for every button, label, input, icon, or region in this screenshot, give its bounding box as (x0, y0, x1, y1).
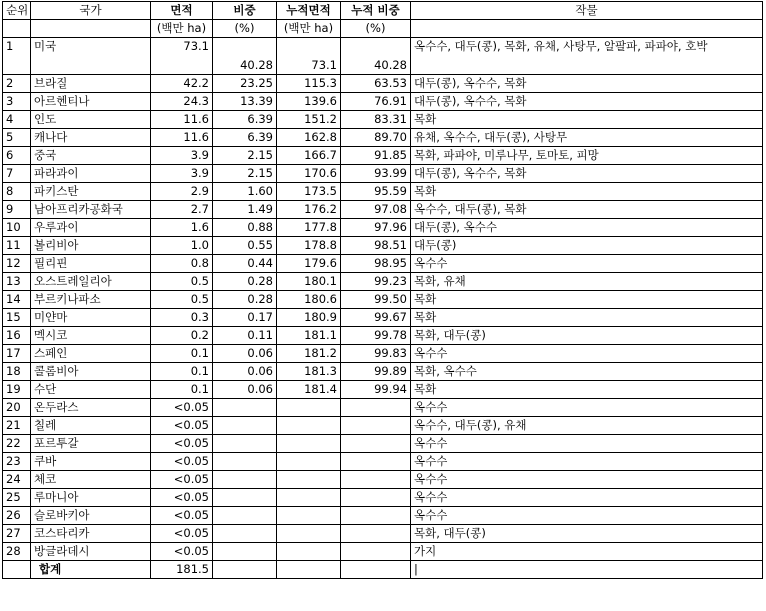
rank-cell: 9 (3, 201, 31, 219)
cum-area-cell (277, 453, 341, 471)
cum-share-cell: 99.83 (341, 345, 411, 363)
cum-area-cell: 115.3 (277, 75, 341, 93)
cum-area-cell (277, 471, 341, 489)
header-cum-share-unit: (%) (341, 20, 411, 38)
country-cell: 방글라데시 (31, 543, 151, 561)
share-cell (213, 399, 277, 417)
table-row (3, 201, 763, 219)
share-cell: 0.06 (213, 363, 277, 381)
header-crops: 작물 (411, 2, 763, 20)
cum-area-cell: 173.5 (277, 183, 341, 201)
share-cell (213, 453, 277, 471)
share-cell (213, 417, 277, 435)
area-cell: 3.9 (151, 147, 213, 165)
rank-cell: 5 (3, 129, 31, 147)
rank-cell: 16 (3, 327, 31, 345)
total-row (3, 561, 763, 579)
area-cell: 0.5 (151, 273, 213, 291)
share-cell: 0.28 (213, 273, 277, 291)
area-cell: 24.3 (151, 93, 213, 111)
area-cell: <0.05 (151, 507, 213, 525)
rank-cell: 1 (3, 38, 31, 75)
area-cell: <0.05 (151, 525, 213, 543)
header-country: 국가 (31, 2, 151, 20)
crops-cell: 목화 (411, 381, 763, 399)
table-row (3, 183, 763, 201)
country-cell: 오스트레일리아 (31, 273, 151, 291)
table-row (3, 327, 763, 345)
crops-cell: 목화, 파파야, 미루나무, 토마토, 피망 (411, 147, 763, 165)
area-cell: 1.0 (151, 237, 213, 255)
rank-cell: 6 (3, 147, 31, 165)
rank-cell: 13 (3, 273, 31, 291)
cum-share-cell: 99.78 (341, 327, 411, 345)
share-cell: 0.55 (213, 237, 277, 255)
total-crops-cell: | (411, 561, 763, 579)
crops-cell: 옥수수 (411, 471, 763, 489)
cum-share-cell: 98.95 (341, 255, 411, 273)
rank-cell: 17 (3, 345, 31, 363)
country-cell: 칠레 (31, 417, 151, 435)
crops-cell: 옥수수 (411, 435, 763, 453)
rank-cell: 7 (3, 165, 31, 183)
cum-share-cell (341, 399, 411, 417)
total-label: 합계 (31, 561, 151, 579)
table-row (3, 489, 763, 507)
area-cell: <0.05 (151, 399, 213, 417)
share-cell (213, 543, 277, 561)
rank-cell: 2 (3, 75, 31, 93)
crops-cell: 가지 (411, 543, 763, 561)
table-row (3, 345, 763, 363)
crops-cell: 유채, 옥수수, 대두(콩), 사탕무 (411, 129, 763, 147)
table-row (3, 93, 763, 111)
cum-area-cell (277, 525, 341, 543)
rank-cell: 24 (3, 471, 31, 489)
cum-share-cell: 98.51 (341, 237, 411, 255)
rank-cell: 20 (3, 399, 31, 417)
table-row (3, 453, 763, 471)
country-cell: 코스타리카 (31, 525, 151, 543)
country-cell: 캐나다 (31, 129, 151, 147)
crops-cell: 목화, 옥수수 (411, 363, 763, 381)
cum-share-cell: 99.89 (341, 363, 411, 381)
crops-cell: 옥수수, 대두(콩), 목화 (411, 201, 763, 219)
cum-share-cell (341, 471, 411, 489)
area-cell: 11.6 (151, 111, 213, 129)
cum-share-cell: 91.85 (341, 147, 411, 165)
rank-cell: 23 (3, 453, 31, 471)
cum-area-cell: 177.8 (277, 219, 341, 237)
header-cum-share: 누적 비중 (341, 2, 411, 20)
cum-area-cell: 166.7 (277, 147, 341, 165)
share-cell: 0.17 (213, 309, 277, 327)
country-cell: 파라과이 (31, 165, 151, 183)
share-cell: 0.06 (213, 381, 277, 399)
cum-area-cell: 73.1 (277, 38, 341, 75)
country-cell: 포르투갈 (31, 435, 151, 453)
cum-share-cell: 63.53 (341, 75, 411, 93)
cum-area-cell: 176.2 (277, 201, 341, 219)
crops-cell: 목화 (411, 183, 763, 201)
cum-share-cell: 97.96 (341, 219, 411, 237)
rank-cell: 4 (3, 111, 31, 129)
cum-share-cell: 99.50 (341, 291, 411, 309)
cum-share-cell: 40.28 (341, 38, 411, 75)
header-share-unit: (%) (213, 20, 277, 38)
area-cell: <0.05 (151, 543, 213, 561)
share-cell: 2.15 (213, 147, 277, 165)
area-cell: 0.2 (151, 327, 213, 345)
cum-share-cell (341, 417, 411, 435)
table-row (3, 543, 763, 561)
area-cell: 73.1 (151, 38, 213, 75)
gm-crop-area-table (2, 1, 763, 579)
table-row (3, 471, 763, 489)
share-cell: 23.25 (213, 75, 277, 93)
cum-area-cell: 181.4 (277, 381, 341, 399)
country-cell: 온두라스 (31, 399, 151, 417)
share-cell: 13.39 (213, 93, 277, 111)
cum-share-cell: 76.91 (341, 93, 411, 111)
cum-share-cell (341, 525, 411, 543)
cum-area-cell (277, 399, 341, 417)
rank-cell: 19 (3, 381, 31, 399)
table-row (3, 507, 763, 525)
area-cell: <0.05 (151, 471, 213, 489)
country-cell: 파키스탄 (31, 183, 151, 201)
rank-cell: 14 (3, 291, 31, 309)
header-cum-area: 누적면적 (277, 2, 341, 20)
country-cell: 미얀마 (31, 309, 151, 327)
area-cell: 3.9 (151, 165, 213, 183)
header-row (3, 2, 763, 20)
cum-share-cell (341, 489, 411, 507)
country-cell: 중국 (31, 147, 151, 165)
header-cum-area-unit: (백만 ha) (277, 20, 341, 38)
country-cell: 부르키나파소 (31, 291, 151, 309)
area-cell: 2.9 (151, 183, 213, 201)
table-row (3, 525, 763, 543)
rank-cell: 27 (3, 525, 31, 543)
cum-share-cell: 95.59 (341, 183, 411, 201)
share-cell (213, 507, 277, 525)
rank-cell: 22 (3, 435, 31, 453)
country-cell: 체코 (31, 471, 151, 489)
country-cell: 멕시코 (31, 327, 151, 345)
table-row (3, 399, 763, 417)
crops-cell: 목화 (411, 111, 763, 129)
header-area-unit: (백만 ha) (151, 20, 213, 38)
table-row (3, 255, 763, 273)
crops-cell: 목화, 대두(콩) (411, 525, 763, 543)
area-cell: 1.6 (151, 219, 213, 237)
share-cell: 6.39 (213, 111, 277, 129)
country-cell: 수단 (31, 381, 151, 399)
country-cell: 쿠바 (31, 453, 151, 471)
cum-share-cell (341, 435, 411, 453)
header-rank-unit (3, 20, 31, 38)
cum-area-cell: 151.2 (277, 111, 341, 129)
cum-area-cell (277, 543, 341, 561)
crops-cell: 옥수수, 대두(콩), 목화, 유채, 사탕무, 알팔파, 파파야, 호박 (411, 38, 763, 75)
share-cell (213, 435, 277, 453)
country-cell: 아르헨티나 (31, 93, 151, 111)
area-cell: 0.5 (151, 291, 213, 309)
share-cell: 0.88 (213, 219, 277, 237)
cum-area-cell: 170.6 (277, 165, 341, 183)
share-cell: 6.39 (213, 129, 277, 147)
total-share-cell (213, 561, 277, 579)
crops-cell: 목화 (411, 309, 763, 327)
area-cell: 0.1 (151, 381, 213, 399)
rank-cell: 10 (3, 219, 31, 237)
crops-cell: 옥수수 (411, 489, 763, 507)
cum-area-cell: 180.9 (277, 309, 341, 327)
table-row (3, 219, 763, 237)
cum-share-cell: 97.08 (341, 201, 411, 219)
share-cell: 1.60 (213, 183, 277, 201)
crops-cell: 목화, 대두(콩) (411, 327, 763, 345)
cum-share-cell: 89.70 (341, 129, 411, 147)
share-cell: 1.49 (213, 201, 277, 219)
crops-cell: 옥수수 (411, 453, 763, 471)
table-row (3, 363, 763, 381)
cum-share-cell: 83.31 (341, 111, 411, 129)
table-row (3, 111, 763, 129)
cum-share-cell: 99.94 (341, 381, 411, 399)
header-crops-unit (411, 20, 763, 38)
area-cell: 0.1 (151, 363, 213, 381)
rank-cell: 15 (3, 309, 31, 327)
crops-cell: 옥수수 (411, 399, 763, 417)
rank-cell: 18 (3, 363, 31, 381)
total-cum-share-cell (341, 561, 411, 579)
cum-area-cell: 180.6 (277, 291, 341, 309)
share-cell: 2.15 (213, 165, 277, 183)
rank-cell: 21 (3, 417, 31, 435)
cum-share-cell: 93.99 (341, 165, 411, 183)
cum-area-cell: 179.6 (277, 255, 341, 273)
country-cell: 남아프리카공화국 (31, 201, 151, 219)
rank-cell: 11 (3, 237, 31, 255)
country-cell: 스페인 (31, 345, 151, 363)
cum-area-cell: 181.1 (277, 327, 341, 345)
cum-area-cell: 180.1 (277, 273, 341, 291)
country-cell: 우루과이 (31, 219, 151, 237)
rank-cell: 3 (3, 93, 31, 111)
country-cell: 미국 (31, 38, 151, 75)
crops-cell: 옥수수, 대두(콩), 유채 (411, 417, 763, 435)
header-unit-row (3, 20, 763, 38)
cum-area-cell (277, 489, 341, 507)
header-share: 비중 (213, 2, 277, 20)
cum-area-cell: 178.8 (277, 237, 341, 255)
table-row (3, 273, 763, 291)
cum-area-cell: 181.3 (277, 363, 341, 381)
country-cell: 필리핀 (31, 255, 151, 273)
share-cell: 0.28 (213, 291, 277, 309)
header-area: 면적 (151, 2, 213, 20)
table-row (3, 309, 763, 327)
share-cell (213, 471, 277, 489)
area-cell: <0.05 (151, 453, 213, 471)
cum-share-cell: 99.67 (341, 309, 411, 327)
table-row (3, 165, 763, 183)
crops-cell: 대두(콩), 옥수수 (411, 219, 763, 237)
country-cell: 콜롬비아 (31, 363, 151, 381)
rank-cell: 8 (3, 183, 31, 201)
share-cell: 0.44 (213, 255, 277, 273)
area-cell: 2.7 (151, 201, 213, 219)
total-cum-area-cell (277, 561, 341, 579)
area-cell: <0.05 (151, 417, 213, 435)
cum-area-cell (277, 507, 341, 525)
area-cell: 42.2 (151, 75, 213, 93)
crops-cell: 대두(콩) (411, 237, 763, 255)
table-row (3, 291, 763, 309)
table-row (3, 435, 763, 453)
crops-cell: 대두(콩), 옥수수, 목화 (411, 93, 763, 111)
country-cell: 루마니아 (31, 489, 151, 507)
country-cell: 인도 (31, 111, 151, 129)
share-cell: 0.06 (213, 345, 277, 363)
cum-share-cell (341, 453, 411, 471)
table-row (3, 147, 763, 165)
area-cell: <0.05 (151, 489, 213, 507)
crops-cell: 목화 (411, 291, 763, 309)
table-row (3, 381, 763, 399)
area-cell: 0.1 (151, 345, 213, 363)
table-row (3, 237, 763, 255)
country-cell: 브라질 (31, 75, 151, 93)
cum-area-cell: 181.2 (277, 345, 341, 363)
share-cell: 40.28 (213, 38, 277, 75)
country-cell: 볼리비아 (31, 237, 151, 255)
cum-area-cell (277, 417, 341, 435)
area-cell: 11.6 (151, 129, 213, 147)
area-cell: 0.8 (151, 255, 213, 273)
area-cell: <0.05 (151, 435, 213, 453)
cum-area-cell: 162.8 (277, 129, 341, 147)
crops-cell: 대두(콩), 옥수수, 목화 (411, 165, 763, 183)
header-country-unit (31, 20, 151, 38)
cum-share-cell (341, 507, 411, 525)
crops-cell: 옥수수 (411, 345, 763, 363)
cum-area-cell (277, 435, 341, 453)
share-cell: 0.11 (213, 327, 277, 345)
share-cell (213, 489, 277, 507)
area-cell: 0.3 (151, 309, 213, 327)
rank-cell: 26 (3, 507, 31, 525)
header-rank: 순위 (3, 2, 31, 20)
total-rank-cell (3, 561, 31, 579)
crops-cell: 목화, 유채 (411, 273, 763, 291)
share-cell (213, 525, 277, 543)
cum-area-cell: 139.6 (277, 93, 341, 111)
crops-cell: 대두(콩), 옥수수, 목화 (411, 75, 763, 93)
total-area: 181.5 (151, 561, 213, 579)
rank-cell: 25 (3, 489, 31, 507)
rank-cell: 28 (3, 543, 31, 561)
table-row (3, 38, 763, 75)
country-cell: 슬로바키아 (31, 507, 151, 525)
cum-share-cell (341, 543, 411, 561)
rank-cell: 12 (3, 255, 31, 273)
crops-cell: 옥수수 (411, 255, 763, 273)
cum-share-cell: 99.23 (341, 273, 411, 291)
table-row (3, 75, 763, 93)
table-row (3, 417, 763, 435)
crops-cell: 옥수수 (411, 507, 763, 525)
table-row (3, 129, 763, 147)
